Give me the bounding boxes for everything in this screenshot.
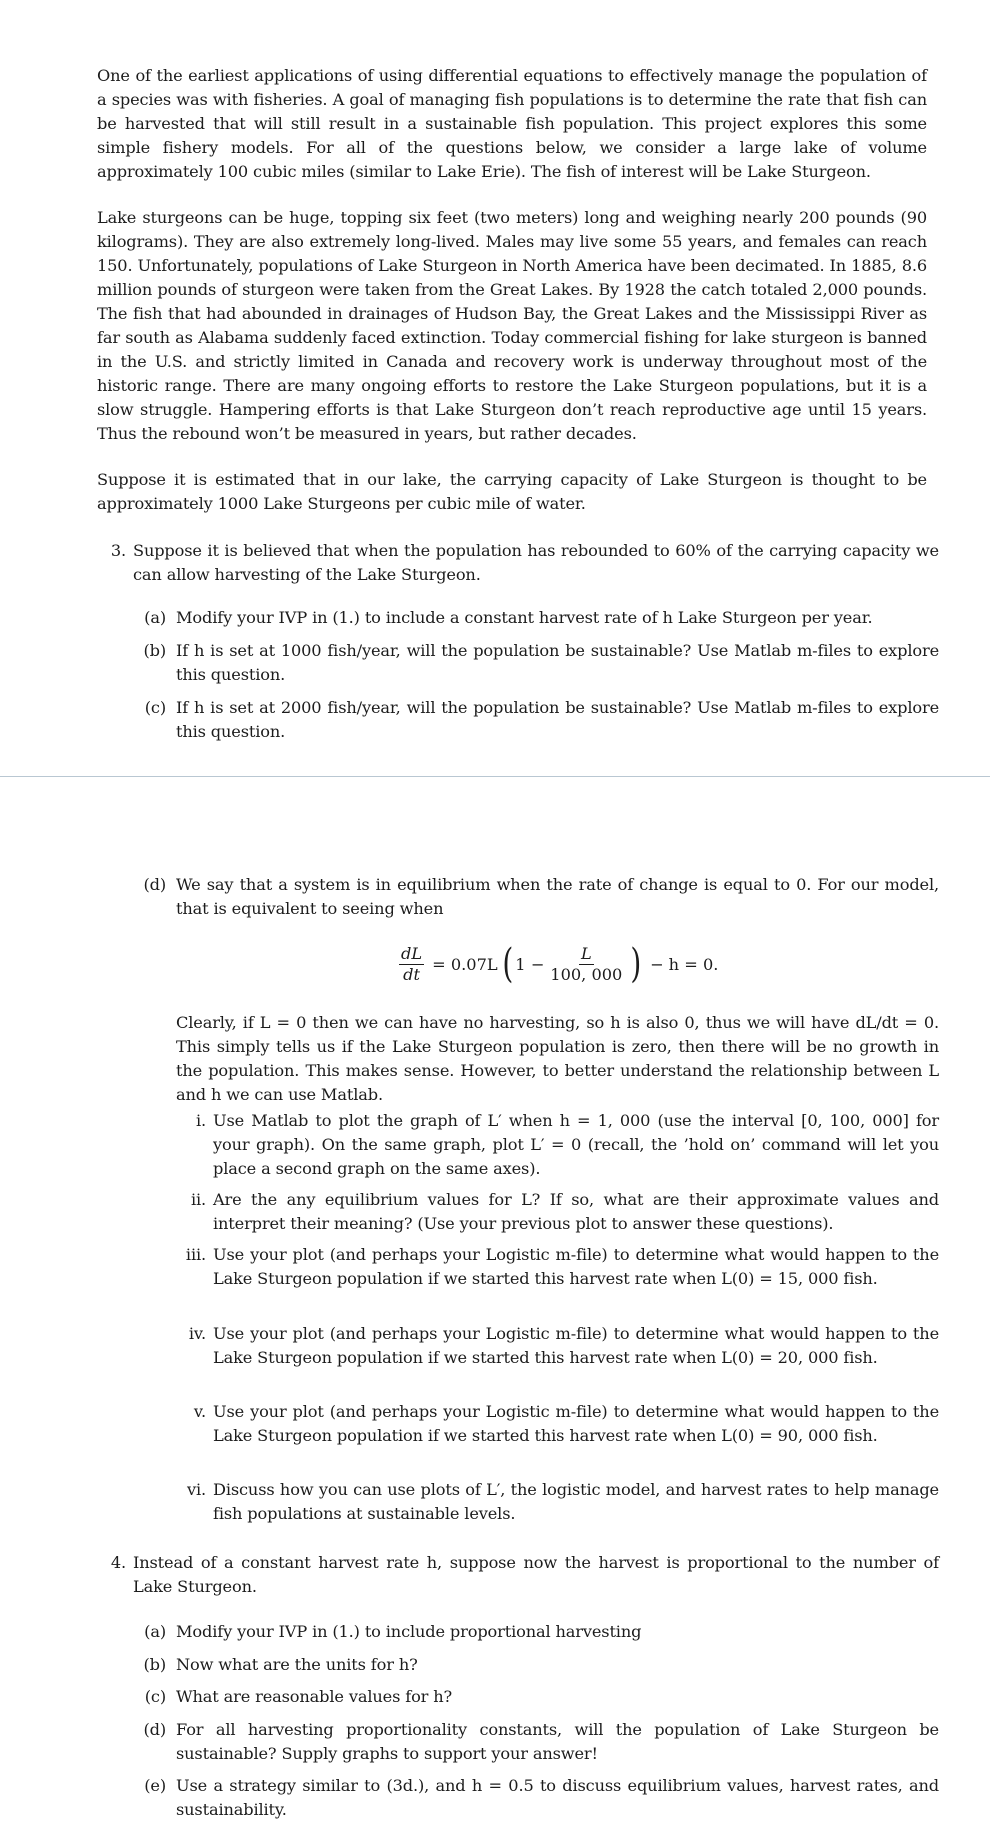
question-4-text: Instead of a constant harvest rate h, suppose now the harvest is proportional to the number of Lake Sturgeon.	[133, 1553, 939, 1596]
q4e-text: Use a strategy similar to (3d.), and h = 0.5 to discuss equilibrium values, harvest rates, and sustainability.	[176, 1776, 939, 1819]
left-paren: (	[501, 941, 513, 987]
q3d-v-text: Use your plot (and perhaps your Logistic m-file) to determine what would happen to the Lake Sturgeon population if we started this harvest rate when L(0) = 90, 000 fish.	[213, 1402, 939, 1445]
q3d-iii-text: Use your plot (and perhaps your Logistic m-file) to determine what would happen to the Lake Sturgeon population if we started this harvest rate when L(0) = 15, 000 fish.	[213, 1245, 939, 1288]
derivative-numerator: dL	[401, 943, 423, 963]
page-upper	[0, 0, 990, 776]
q4c-text: What are reasonable values for h?	[176, 1687, 453, 1706]
q3d-explanation: Clearly, if L = 0 then we can have no harvesting, so h is also 0, thus we will have dL/dt = 0. This simply tells us if the Lake Sturgeon population is zero, then there will be no growth in the population. This makes sense. However, to better understand the relationship between L and h we can use Matlab.	[176, 1013, 939, 1104]
equation-one-minus: 1 −	[515, 954, 545, 974]
q4c-label: (c)	[144, 1687, 166, 1706]
q4a-text: Modify your IVP in (1.) to include proportional harvesting	[176, 1622, 642, 1641]
q4d-text: For all harvesting proportionality constants, will the population of Lake Sturgeon be sustainable? Supply graphs to support your answer!	[176, 1720, 939, 1763]
q3a-label: (a)	[144, 608, 166, 627]
right-paren: )	[630, 941, 642, 987]
question-3-text: Suppose it is believed that when the population has rebounded to 60% of the carrying capacity we can allow harvesting of the Lake Sturgeon.	[133, 541, 939, 584]
derivative-fraction	[399, 944, 424, 985]
capacity-denominator: 100, 000	[550, 964, 623, 984]
q4b-text: Now what are the units for h?	[176, 1655, 418, 1674]
q4d-label: (d)	[143, 1720, 166, 1739]
q3d-i-text: Use Matlab to plot the graph of L′ when h = 1, 000 (use the interval [0, 100, 000] for your graph). On the same graph, plot L′ = 0 (recall, the ’hold on’ command will let you place a second graph on the same axes).	[213, 1111, 939, 1178]
q3d-label: (d)	[143, 875, 166, 894]
q3d-i-label: i.	[195, 1111, 206, 1130]
question-3-number: 3.	[110, 541, 126, 560]
intro-paragraph-1: One of the earliest applications of using differential equations to effectively manage the population of a species was with fisheries. A goal of managing fish populations is to determine the rate that fish can be harvested that will still result in a sustainable fish population. This project explores this some simple fishery models. For all of the questions below, we consider a large lake of volume approximately 100 cubic miles (similar to Lake Erie). The fish of interest will be Lake Sturgeon.	[97, 66, 927, 181]
page-lower	[0, 778, 990, 1826]
q4b-label: (b)	[143, 1655, 166, 1674]
q3b-label: (b)	[143, 641, 166, 660]
q3d-iv-label: iv.	[188, 1324, 206, 1343]
q3d-iii-label: iii.	[185, 1245, 206, 1264]
q3d-vi-text: Discuss how you can use plots of L′, the logistic model, and harvest rates to help manage fish populations at sustainable levels.	[213, 1480, 939, 1523]
equation-middle: = 0.07L	[432, 954, 498, 974]
q3d-ii-text: Are the any equilibrium values for L? If so, what are their approximate values and interpret their meaning? (Use your previous plot to answer these questions).	[213, 1190, 939, 1233]
capacity-fraction	[548, 944, 624, 985]
derivative-denominator: dt	[403, 964, 420, 984]
q3c-label: (c)	[144, 698, 166, 717]
q3d-iv-text: Use your plot (and perhaps your Logistic m-file) to determine what would happen to the Lake Sturgeon population if we started this harvest rate when L(0) = 20, 000 fish.	[213, 1324, 939, 1367]
intro-paragraph-2: Lake sturgeons can be huge, topping six feet (two meters) long and weighing nearly 200 pounds (90 kilograms). They are also extremely long-lived. Males may live some 55 years, and females can reach 150. Unfortunately, populations of Lake Sturgeon in North America have been decimated. In 1885, 8.6 million pounds of sturgeon were taken from the Great Lakes. By 1928 the catch totaled 2,000 pounds. The fish that had abounded in drainages of Hudson Bay, the Great Lakes and the Mississippi River as far south as Alabama suddenly faced extinction. Today commercial fishing for lake sturgeon is banned in the U.S. and strictly limited in Canada and recovery work is underway throughout most of the historic range. There are many ongoing efforts to restore the Lake Sturgeon populations, but it is a slow struggle. Hampering efforts is that Lake Sturgeon don’t reach reproductive age until 15 years. Thus the rebound won’t be measured in years, but rather decades.	[97, 208, 927, 443]
q3d-v-label: v.	[193, 1402, 206, 1421]
equation-tail: − h = 0.	[649, 954, 719, 974]
q3a-text: Modify your IVP in (1.) to include a constant harvest rate of h Lake Sturgeon per year.	[176, 608, 873, 627]
q3d-text: We say that a system is in equilibrium when the rate of change is equal to 0. For our model, that is equivalent to seeing when	[176, 875, 939, 918]
q4e-label: (e)	[144, 1776, 166, 1795]
q3b-text: If h is set at 1000 fish/year, will the population be sustainable? Use Matlab m-files to explore this question.	[176, 641, 939, 684]
intro-paragraph-3: Suppose it is estimated that in our lake, the carrying capacity of Lake Sturgeon is thought to be approximately 1000 Lake Sturgeons per cubic mile of water.	[97, 470, 927, 513]
q3d-ii-label: ii.	[190, 1190, 206, 1209]
capacity-numerator: L	[580, 943, 592, 963]
question-4-number: 4.	[110, 1553, 126, 1572]
page-divider	[0, 776, 990, 777]
q3c-text: If h is set at 2000 fish/year, will the population be sustainable? Use Matlab m-files to explore this question.	[176, 698, 939, 741]
q3d-vi-label: vi.	[186, 1480, 206, 1499]
q4a-label: (a)	[144, 1622, 166, 1641]
equilibrium-equation	[395, 936, 718, 992]
